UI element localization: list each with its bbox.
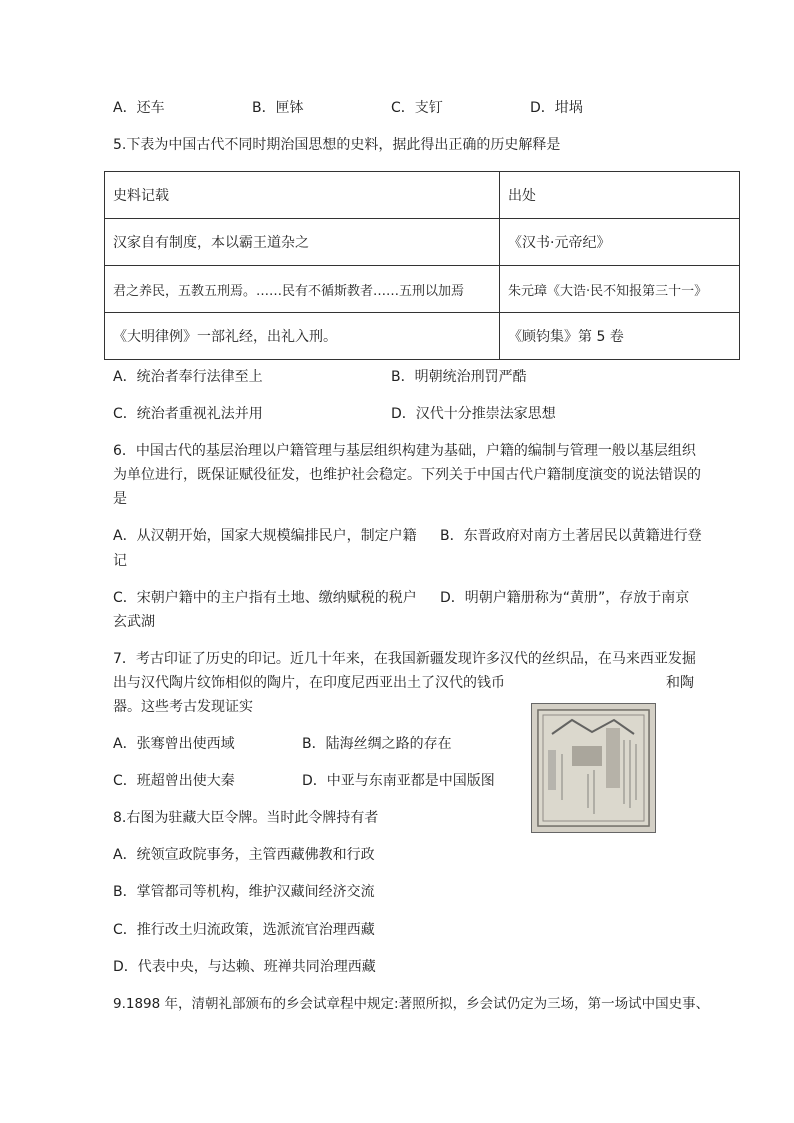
table-cell: 《大明律例》一部礼经，出礼入刑。 [105, 313, 500, 360]
q6-option-c: C．宋朝户籍中的主户指有土地、缴纳赋税的税户 [113, 590, 417, 606]
table-cell: 朱元璋《大诰·民不知报第三十一》 [500, 266, 740, 313]
q4-option-c: C．支钉 [391, 100, 443, 116]
q7-option-d: D．中亚与东南亚都是中国版图 [302, 773, 495, 789]
table-cell: 《顾钧集》第 5 卷 [500, 313, 740, 360]
token-illustration [532, 704, 655, 832]
q7-stem-line: 器。这些考古发现证实 [113, 699, 253, 715]
table-cell: 《汉书·元帝纪》 [500, 219, 740, 266]
q8-option-d: D．代表中央，与达赖、班禅共同治理西藏 [113, 959, 376, 975]
q8-option-b: B．掌管都司等机构，维护汉藏间经济交流 [113, 884, 375, 900]
q7-option-c: C．班超曾出使大秦 [113, 773, 235, 789]
q4-option-b: B．匣钵 [252, 100, 304, 116]
table-row [105, 266, 740, 313]
table-cell: 君之养民，五教五刑焉。……民有不循斯教者……五刑以加焉 [105, 266, 500, 313]
q5-stem: 5.下表为中国古代不同时期治国思想的史料，据此得出正确的历史解释是 [113, 137, 561, 153]
q7-stem-line: 出与汉代陶片纹饰相似的陶片，在印度尼西亚出土了汉代的钱币 [113, 675, 505, 691]
q6-option-b: B．东晋政府对南方土著居民以黄籍进行登 [440, 528, 702, 544]
q6-stem-line: 为单位进行，既保证赋役征发，也维护社会稳定。下列关于中国古代户籍制度演变的说法错误的 [113, 467, 701, 483]
table-row [105, 313, 740, 360]
table-cell: 汉家自有制度，本以霸王道杂之 [105, 219, 500, 266]
q6-stem-line: 是 [113, 491, 127, 507]
token-photo [531, 703, 656, 833]
q4-option-a: A．还车 [113, 100, 165, 116]
q5-option-b: B．明朝统治刑罚严酷 [391, 369, 527, 385]
q8-stem: 8.右图为驻藏大臣令牌。当时此令牌持有者 [113, 810, 379, 826]
table-header-cell: 史料记载 [105, 172, 500, 219]
q7-option-a: A．张骞曾出使西域 [113, 736, 235, 752]
q7-stem-line: 7．考古印证了历史的印记。近几十年来，在我国新疆发现许多汉代的丝织品，在马来西亚发掘 [113, 651, 696, 667]
q5-option-a: A．统治者奉行法律至上 [113, 369, 263, 385]
table-header-row [105, 172, 740, 219]
q6-option-a: A．从汉朝开始，国家大规模编排民户，制定户籍 [113, 528, 417, 544]
q5-option-c: C．统治者重视礼法并用 [113, 406, 263, 422]
q7-stem-line-end: 和陶 [666, 675, 694, 691]
source-table [104, 171, 740, 360]
q6-stem-line: 6．中国古代的基层治理以户籍管理与基层组织构建为基础，户籍的编制与管理一般以基层组织 [113, 443, 696, 459]
q6-option-d: D．明朝户籍册称为“黄册”，存放于南京 [440, 590, 690, 606]
q6-option-b-cont: 记 [113, 553, 127, 569]
table-row [105, 219, 740, 266]
q9-stem: 9.1898 年，清朝礼部颁布的乡会试章程中规定:著照所拟，乡会试仍定为三场，第一场试中国史事、 [113, 996, 710, 1012]
q8-option-a: A．统领宣政院事务，主管西藏佛教和行政 [113, 847, 375, 863]
q8-option-c: C．推行改土归流政策，选派流官治理西藏 [113, 922, 375, 938]
table-header-cell: 出处 [500, 172, 740, 219]
q4-option-d: D．坩埚 [530, 100, 583, 116]
q5-option-d: D．汉代十分推崇法家思想 [391, 406, 556, 422]
q7-option-b: B．陆海丝绸之路的存在 [302, 736, 452, 752]
q6-option-d-cont: 玄武湖 [113, 614, 155, 630]
